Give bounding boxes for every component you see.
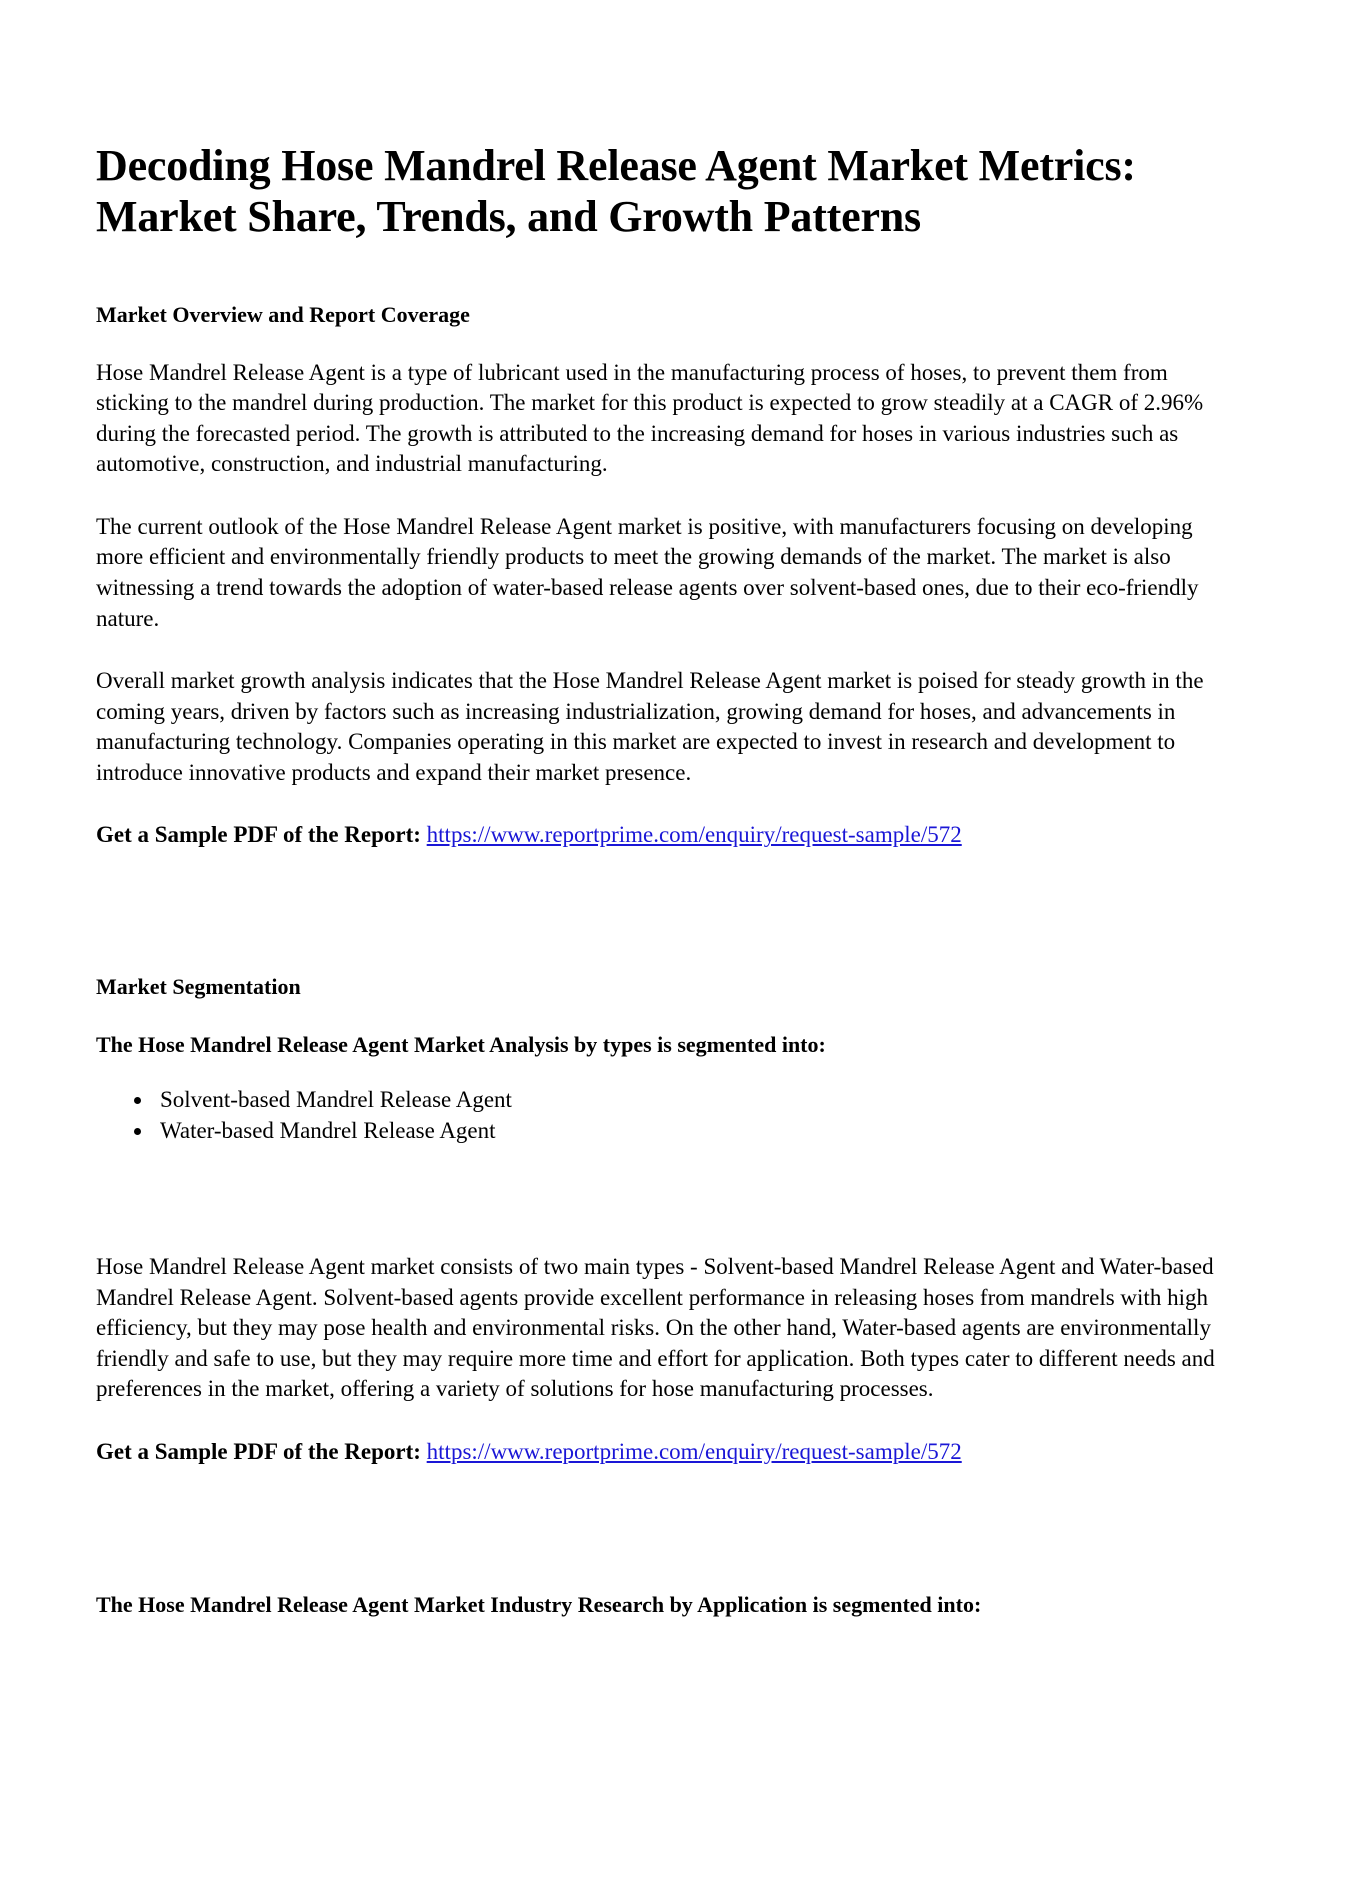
paragraph-types-description: Hose Mandrel Release Agent market consists of two main types - Solvent-based Mandrel Release Agent and Water-based Mandrel Release Agent. Solvent-based agents provide excellent performance in releasing hoses from mandrels with high efficiency, but they may pose health and environmental risks. On the other hand, Water-based agents are environmentally friendly and safe to use, but they may require more time and effort for application. Both types cater to different needs and preferences in the market, offering a variety of solutions for hose manufacturing processes. xyxy=(96,1254,1215,1402)
list-item: • Water-based Mandrel Release Agent xyxy=(154,1116,1230,1146)
section-heading-market-segmentation: Market Segmentation xyxy=(96,974,301,1000)
paragraph-market-overview-2: The current outlook of the Hose Mandrel Release Agent market is positive, with manufacturers focusing on developing more efficient and environmentally friendly products to meet the growing demands of the market. The market is also witnessing a trend towards the adoption of water-based release agents over solvent-based ones, due to their eco-friendly nature. xyxy=(96,513,1199,631)
sample-pdf-link-2[interactable]: https://www.reportprime.com/enquiry/request-sample/572 xyxy=(426,1438,962,1464)
sample-pdf-label-2: Get a Sample PDF of the Report: xyxy=(96,1438,427,1464)
spacer-after-types-list xyxy=(96,1176,1230,1252)
spacer-after-link-2 xyxy=(96,1498,1230,1590)
list-item: • Solvent-based Mandrel Release Agent xyxy=(154,1085,1230,1115)
sample-pdf-link-1[interactable]: https://www.reportprime.com/enquiry/request-sample/572 xyxy=(426,822,962,848)
paragraph-market-overview-1: Hose Mandrel Release Agent is a type of lubricant used in the manufacturing process of hoses, to prevent them from sticking to the mandrel during production. The market for this product is expected to grow steadily at a CAGR of 2.96% during the forecasted period. The growth is attributed to the increasing demand for hoses in various industries such as automotive, construction, and industrial manufacturing. xyxy=(96,359,1204,477)
spacer-after-link-1 xyxy=(96,881,1230,973)
market-types-list xyxy=(96,1085,1230,1146)
page-title: Decoding Hose Mandrel Release Agent Market Metrics: Market Share, Trends, and Growth Patterns xyxy=(96,141,1136,242)
sample-pdf-label-1: Get a Sample PDF of the Report: xyxy=(96,822,427,848)
paragraph-market-overview-3: Overall market growth analysis indicates that the Hose Mandrel Release Agent market is poised for steady growth in the coming years, driven by factors such as increasing industrialization, growing demand for hoses, and advancements in manufacturing technology. Companies operating in this market are expected to invest in research and development to introduce innovative products and expand their market presence. xyxy=(96,668,1204,785)
subheading-application-segmentation: The Hose Mandrel Release Agent Market Industry Research by Application is segmented into: xyxy=(96,1591,982,1617)
sample-pdf-line-2 xyxy=(96,1437,1230,1468)
section-heading-market-overview: Market Overview and Report Coverage xyxy=(96,301,470,327)
subheading-types-segmentation: The Hose Mandrel Release Agent Market Analysis by types is segmented into: xyxy=(96,1031,826,1057)
sample-pdf-line-1 xyxy=(96,820,1230,851)
